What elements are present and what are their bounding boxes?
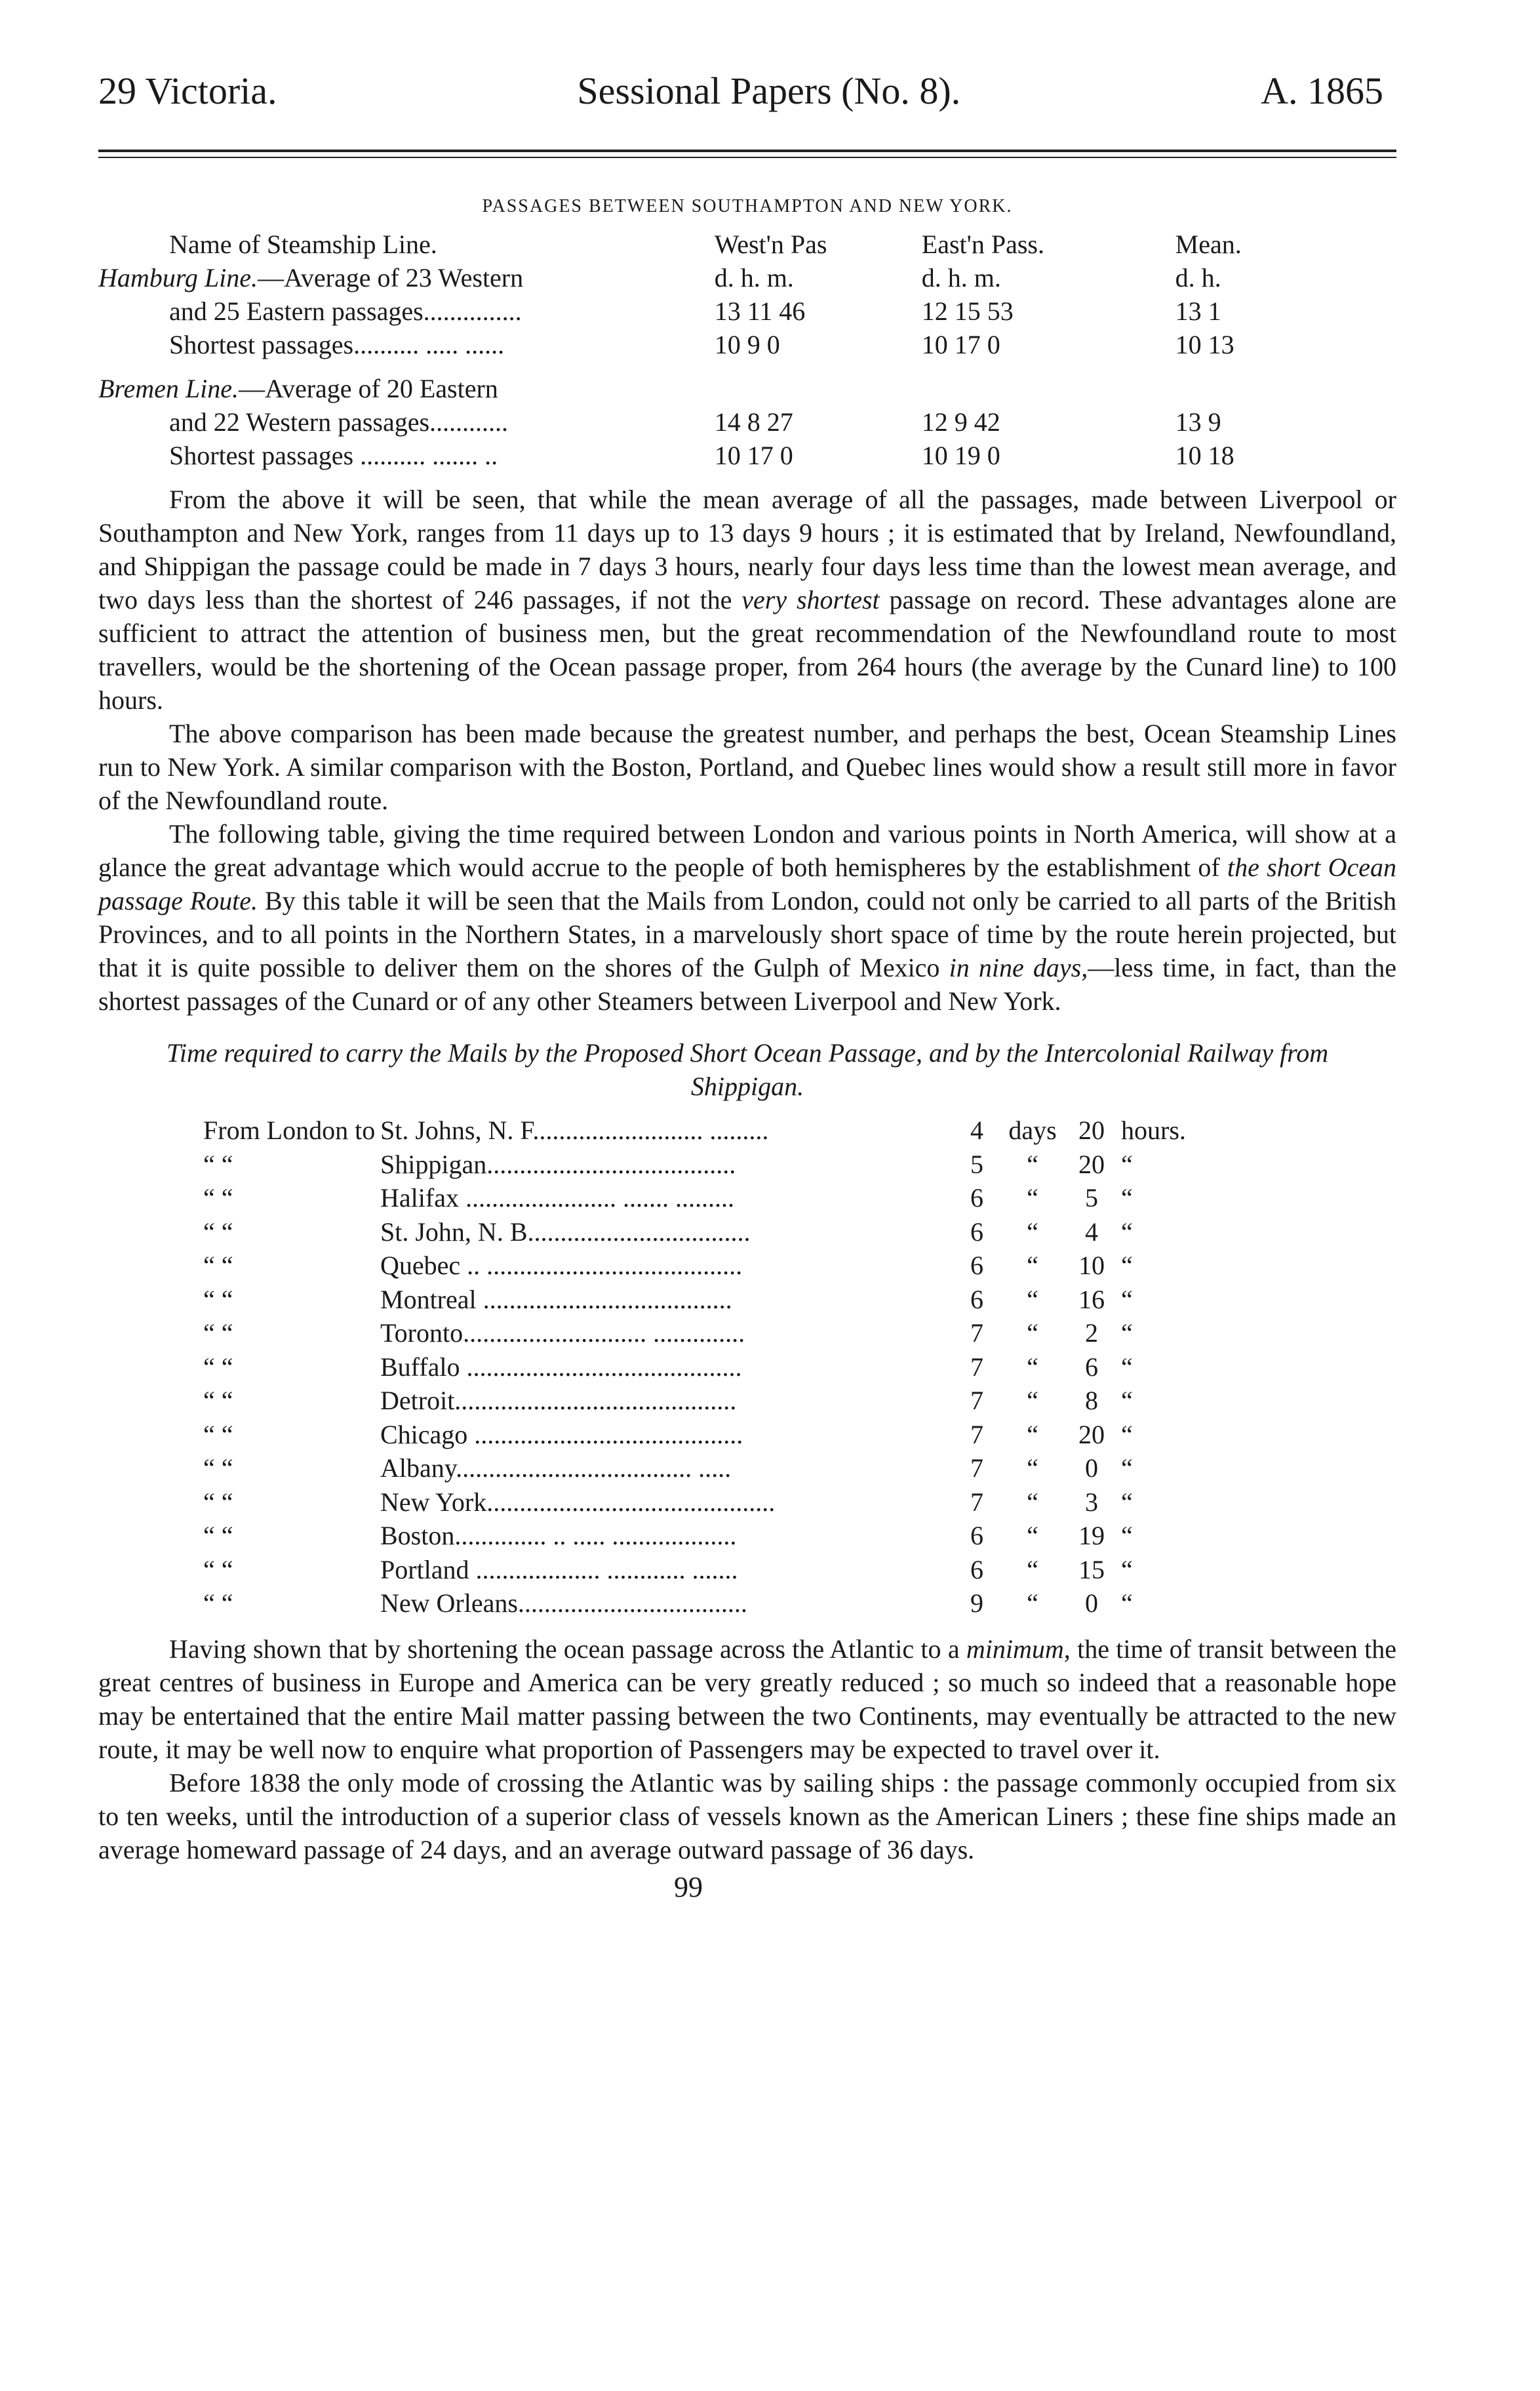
mail-hours: 0 bbox=[1085, 1588, 1098, 1618]
mail-ditto-mark: “ bbox=[1121, 1554, 1133, 1584]
table-row bbox=[203, 1419, 1219, 1453]
mail-days: 7 bbox=[970, 1318, 983, 1348]
header-mean: Mean. bbox=[1175, 230, 1242, 259]
mail-days: 6 bbox=[970, 1554, 983, 1584]
mail-days: 6 bbox=[970, 1216, 983, 1247]
mail-ditto-mark: “ bbox=[1121, 1352, 1133, 1382]
mail-hours: 20 bbox=[1078, 1149, 1105, 1179]
hamburg-average-label: and 25 Eastern passages............... bbox=[169, 296, 522, 326]
table-row bbox=[203, 1554, 1219, 1588]
bremen-shortest-east: 10 19 0 bbox=[921, 441, 1000, 470]
mail-city: New Orleans................................... bbox=[380, 1588, 747, 1618]
mail-ditto-mark: “ bbox=[1121, 1284, 1133, 1314]
mail-from: From London to bbox=[203, 1115, 376, 1145]
mail-city: Halifax ....................... ....... ......... bbox=[380, 1183, 734, 1213]
mail-hours: 20 bbox=[1078, 1419, 1105, 1449]
header-left: 29 Victoria. bbox=[98, 70, 277, 112]
hamburg-average-mean: 13 1 bbox=[1175, 296, 1221, 326]
mail-ditto-mark: “ bbox=[1121, 1419, 1133, 1449]
mail-hours: 5 bbox=[1085, 1183, 1098, 1213]
mail-ditto: “ “ bbox=[203, 1419, 233, 1449]
mail-days-word: days bbox=[1008, 1115, 1057, 1145]
bremen-line-name: Bremen Line. bbox=[98, 374, 239, 403]
mail-city: New York............................................ bbox=[380, 1487, 776, 1517]
mail-hours: 20 bbox=[1078, 1115, 1105, 1145]
mail-hours: 2 bbox=[1085, 1318, 1098, 1348]
table-row bbox=[98, 373, 1252, 407]
hamburg-line-cell bbox=[98, 262, 715, 296]
mail-ditto-mark: “ bbox=[1121, 1149, 1133, 1179]
mail-days: 6 bbox=[970, 1521, 983, 1550]
mail-city: St. Johns, N. F.......................... ......... bbox=[380, 1115, 769, 1145]
passages-header-row bbox=[98, 229, 1252, 262]
rule-thick bbox=[98, 150, 1396, 152]
mail-ditto: “ “ bbox=[203, 1251, 233, 1280]
mail-ditto-mark: “ bbox=[1121, 1386, 1133, 1415]
mail-hours: 8 bbox=[1085, 1386, 1098, 1415]
rule-thin bbox=[98, 157, 1396, 158]
hamburg-shortest-west: 10 9 0 bbox=[714, 330, 780, 359]
units-west: d. h. m. bbox=[714, 263, 794, 292]
table-row bbox=[98, 407, 1252, 440]
mail-days: 7 bbox=[970, 1487, 983, 1517]
mail-hours: 4 bbox=[1085, 1216, 1098, 1247]
running-head bbox=[98, 72, 1396, 110]
mail-ditto: “ “ bbox=[203, 1554, 233, 1584]
header-right: A. 1865 bbox=[1261, 70, 1383, 112]
mail-city: Chicago ......................................... bbox=[380, 1419, 743, 1449]
mail-hours: 10 bbox=[1078, 1251, 1105, 1280]
table-row bbox=[203, 1115, 1219, 1149]
table-row bbox=[203, 1250, 1219, 1284]
passages-table bbox=[98, 229, 1252, 473]
paragraph-3: The following table, giving the time required between London and various points in North America, will show at a glance the great advantage which would accrue to the people of both hemispheres by the establishment of the short Ocean passage Route. By this table it will be seen that the Mails from London, could not only be carried to all parts of the British Provinces, and to all points in the Northern States, in a marvelously short space of time by the route herein projected, but that it is quite possible to deliver them on the shores of the Gulph of Mexico in nine days,—less time, in fact, than the shortest passages of the Cunard or of any other Steamers between Liverpool and New York. bbox=[98, 819, 1396, 1016]
paragraph-5: Before 1838 the only mode of crossing the Atlantic was by sailing ships : the passage commonly occupied from six to ten weeks, until the introduction of a superior class of vessels known as the American Liners ; these fine ships made an average homeward passage of 24 days, and an average outward passage of 36 days. bbox=[98, 1767, 1396, 1864]
mail-ditto: “ “ bbox=[203, 1183, 233, 1213]
units-east: d. h. m. bbox=[921, 263, 1001, 292]
passages-title: PASSAGES BETWEEN SOUTHAMPTON AND NEW YORK. bbox=[482, 196, 1013, 216]
hamburg-desc: —Average of 23 Western bbox=[257, 263, 524, 292]
mail-ditto-mark: “ bbox=[1027, 1521, 1038, 1550]
mail-ditto-mark: “ bbox=[1027, 1216, 1038, 1247]
mail-ditto: “ “ bbox=[203, 1216, 233, 1247]
mail-ditto: “ “ bbox=[203, 1352, 233, 1382]
mail-days: 6 bbox=[970, 1251, 983, 1280]
table-row bbox=[203, 1453, 1219, 1487]
table-row bbox=[203, 1352, 1219, 1386]
bremen-average-west: 14 8 27 bbox=[714, 407, 793, 437]
mail-days: 7 bbox=[970, 1386, 983, 1415]
paragraph-1: From the above it will be seen, that while the mean average of all the passages, made between Liverpool or Southampton and New York, ranges from 11 days up to 13 days 9 hours ; it is estimated that by Ireland, Newfoundland, and Shippigan the passage could be made in 7 days 3 hours, nearly four days less time than the lowest mean average, and two days less than the shortest of 246 passages, if not the very shortest passage on record. These advantages alone are sufficient to attract the attention of business men, but the great recommendation of the Newfoundland route to most travellers, would be the shortening of the Ocean passage proper, from 264 hours (the average by the Cunard line) to 100 hours. bbox=[98, 485, 1396, 715]
table-row bbox=[98, 262, 1252, 296]
mail-ditto: “ “ bbox=[203, 1318, 233, 1348]
mail-ditto: “ “ bbox=[203, 1588, 233, 1618]
mail-days: 9 bbox=[970, 1588, 983, 1618]
mail-ditto: “ “ bbox=[203, 1453, 233, 1483]
mail-ditto: “ “ bbox=[203, 1149, 233, 1179]
page-number: 99 bbox=[674, 1870, 703, 1903]
mail-city: Detroit........................................... bbox=[380, 1386, 737, 1415]
mail-hours: 15 bbox=[1078, 1554, 1105, 1584]
mail-city: Montreal ...................................... bbox=[380, 1284, 732, 1314]
header-east: East'n Pass. bbox=[921, 230, 1044, 259]
bremen-average-east: 12 9 42 bbox=[921, 407, 1000, 437]
mail-ditto: “ “ bbox=[203, 1487, 233, 1517]
table-row bbox=[203, 1588, 1219, 1622]
mail-ditto-mark: “ bbox=[1121, 1183, 1133, 1213]
document-page bbox=[98, 72, 1396, 1904]
mail-ditto-mark: “ bbox=[1121, 1318, 1133, 1348]
bremen-average-label: and 22 Western passages............ bbox=[169, 407, 509, 437]
hamburg-average-west: 13 11 46 bbox=[714, 296, 806, 326]
mail-ditto: “ “ bbox=[203, 1521, 233, 1550]
mail-hours-word: hours. bbox=[1121, 1115, 1186, 1145]
mail-city: Buffalo .......................................... bbox=[380, 1352, 742, 1382]
table-row bbox=[203, 1182, 1219, 1216]
mail-ditto-mark: “ bbox=[1027, 1386, 1038, 1415]
hamburg-shortest-label: Shortest passages.......... ..... ...... bbox=[169, 330, 505, 359]
table-row bbox=[203, 1284, 1219, 1318]
table-row bbox=[98, 329, 1252, 363]
mail-city: Albany.................................... ..... bbox=[380, 1453, 732, 1483]
mail-ditto-mark: “ bbox=[1027, 1487, 1038, 1517]
mail-ditto-mark: “ bbox=[1027, 1284, 1038, 1314]
header-center: Sessional Papers (No. 8). bbox=[577, 70, 961, 112]
mail-ditto-mark: “ bbox=[1121, 1251, 1133, 1280]
mail-city: Shippigan...................................... bbox=[380, 1149, 736, 1179]
spacer-row bbox=[98, 363, 1252, 373]
hamburg-shortest-mean: 10 13 bbox=[1175, 330, 1234, 359]
mail-ditto-mark: “ bbox=[1027, 1419, 1038, 1449]
bremen-average-mean: 13 9 bbox=[1175, 407, 1221, 437]
table-row bbox=[203, 1216, 1219, 1251]
mail-ditto-mark: “ bbox=[1121, 1216, 1133, 1247]
mail-ditto-mark: “ bbox=[1121, 1487, 1133, 1517]
bremen-shortest-label: Shortest passages .......... ....... .. bbox=[169, 441, 498, 470]
mail-days: 6 bbox=[970, 1284, 983, 1314]
table-row bbox=[203, 1487, 1219, 1521]
mail-ditto: “ “ bbox=[203, 1284, 233, 1314]
mail-ditto-mark: “ bbox=[1121, 1588, 1133, 1618]
mail-hours: 0 bbox=[1085, 1453, 1098, 1483]
mail-city: Quebec .. ....................................... bbox=[380, 1251, 743, 1280]
bremen-desc: —Average of 20 Eastern bbox=[239, 374, 498, 403]
mail-days: 4 bbox=[970, 1115, 983, 1145]
mail-table bbox=[203, 1115, 1219, 1622]
hamburg-line-name: Hamburg Line. bbox=[98, 263, 258, 292]
mail-ditto-mark: “ bbox=[1027, 1453, 1038, 1483]
table-row bbox=[203, 1520, 1219, 1554]
mail-table-title: Time required to carry the Mails by the Proposed Short Ocean Passage, and by the Intercolonial Railway from Shippigan. bbox=[166, 1038, 1329, 1101]
mail-days: 7 bbox=[970, 1419, 983, 1449]
mail-ditto-mark: “ bbox=[1121, 1453, 1133, 1483]
mail-hours: 6 bbox=[1085, 1352, 1098, 1382]
bremen-shortest-mean: 10 18 bbox=[1175, 441, 1234, 470]
mail-ditto-mark: “ bbox=[1027, 1352, 1038, 1382]
hamburg-shortest-east: 10 17 0 bbox=[921, 330, 1000, 359]
header-name: Name of Steamship Line. bbox=[169, 230, 437, 259]
mail-ditto-mark: “ bbox=[1027, 1318, 1038, 1348]
mail-hours: 16 bbox=[1078, 1284, 1105, 1314]
table-row bbox=[203, 1317, 1219, 1352]
mail-ditto-mark: “ bbox=[1027, 1183, 1038, 1213]
table-row bbox=[203, 1385, 1219, 1419]
header-west: West'n Pas bbox=[714, 230, 827, 259]
mail-days: 7 bbox=[970, 1352, 983, 1382]
mail-ditto-mark: “ bbox=[1121, 1521, 1133, 1550]
table-row bbox=[98, 440, 1252, 473]
mail-hours: 19 bbox=[1078, 1521, 1105, 1550]
bremen-line-cell bbox=[98, 373, 715, 407]
mail-city: Toronto............................ .............. bbox=[380, 1318, 745, 1348]
paragraph-2: The above comparison has been made because the greatest number, and perhaps the best, Ocean Steamship Lines run to New York. A similar comparison with the Boston, Portland, and Quebec lines would show a result still more in favor of the Newfoundland route. bbox=[98, 719, 1396, 815]
mail-ditto-mark: “ bbox=[1027, 1149, 1038, 1179]
table-row bbox=[98, 296, 1252, 329]
header-rules bbox=[98, 150, 1396, 158]
paragraph-4: Having shown that by shortening the ocean passage across the Atlantic to a minimum, the time of transit between the great centres of business in Europe and America can be very greatly reduced ; so much so indeed that a reasonable hope may be entertained that the entire Mail matter passing between the two Continents, may eventually be attracted to the new route, it may be well now to enquire what proportion of Passengers may be expected to travel over it. bbox=[98, 1634, 1397, 1764]
mail-city: St. John, N. B.................................. bbox=[380, 1216, 751, 1247]
mail-city: Boston.............. .. ..... ................... bbox=[380, 1521, 737, 1550]
mail-ditto: “ “ bbox=[203, 1386, 233, 1415]
mail-ditto-mark: “ bbox=[1027, 1251, 1038, 1280]
mail-ditto-mark: “ bbox=[1027, 1554, 1038, 1584]
mail-city: Portland ................... ............ ....... bbox=[380, 1554, 738, 1584]
table-row bbox=[203, 1149, 1219, 1183]
bremen-shortest-west: 10 17 0 bbox=[714, 441, 793, 470]
mail-days: 5 bbox=[970, 1149, 983, 1179]
mail-hours: 3 bbox=[1085, 1487, 1098, 1517]
hamburg-average-east: 12 15 53 bbox=[921, 296, 1014, 326]
units-mean: d. h. bbox=[1175, 263, 1221, 292]
mail-days: 7 bbox=[970, 1453, 983, 1483]
mail-ditto-mark: “ bbox=[1027, 1588, 1038, 1618]
mail-days: 6 bbox=[970, 1183, 983, 1213]
